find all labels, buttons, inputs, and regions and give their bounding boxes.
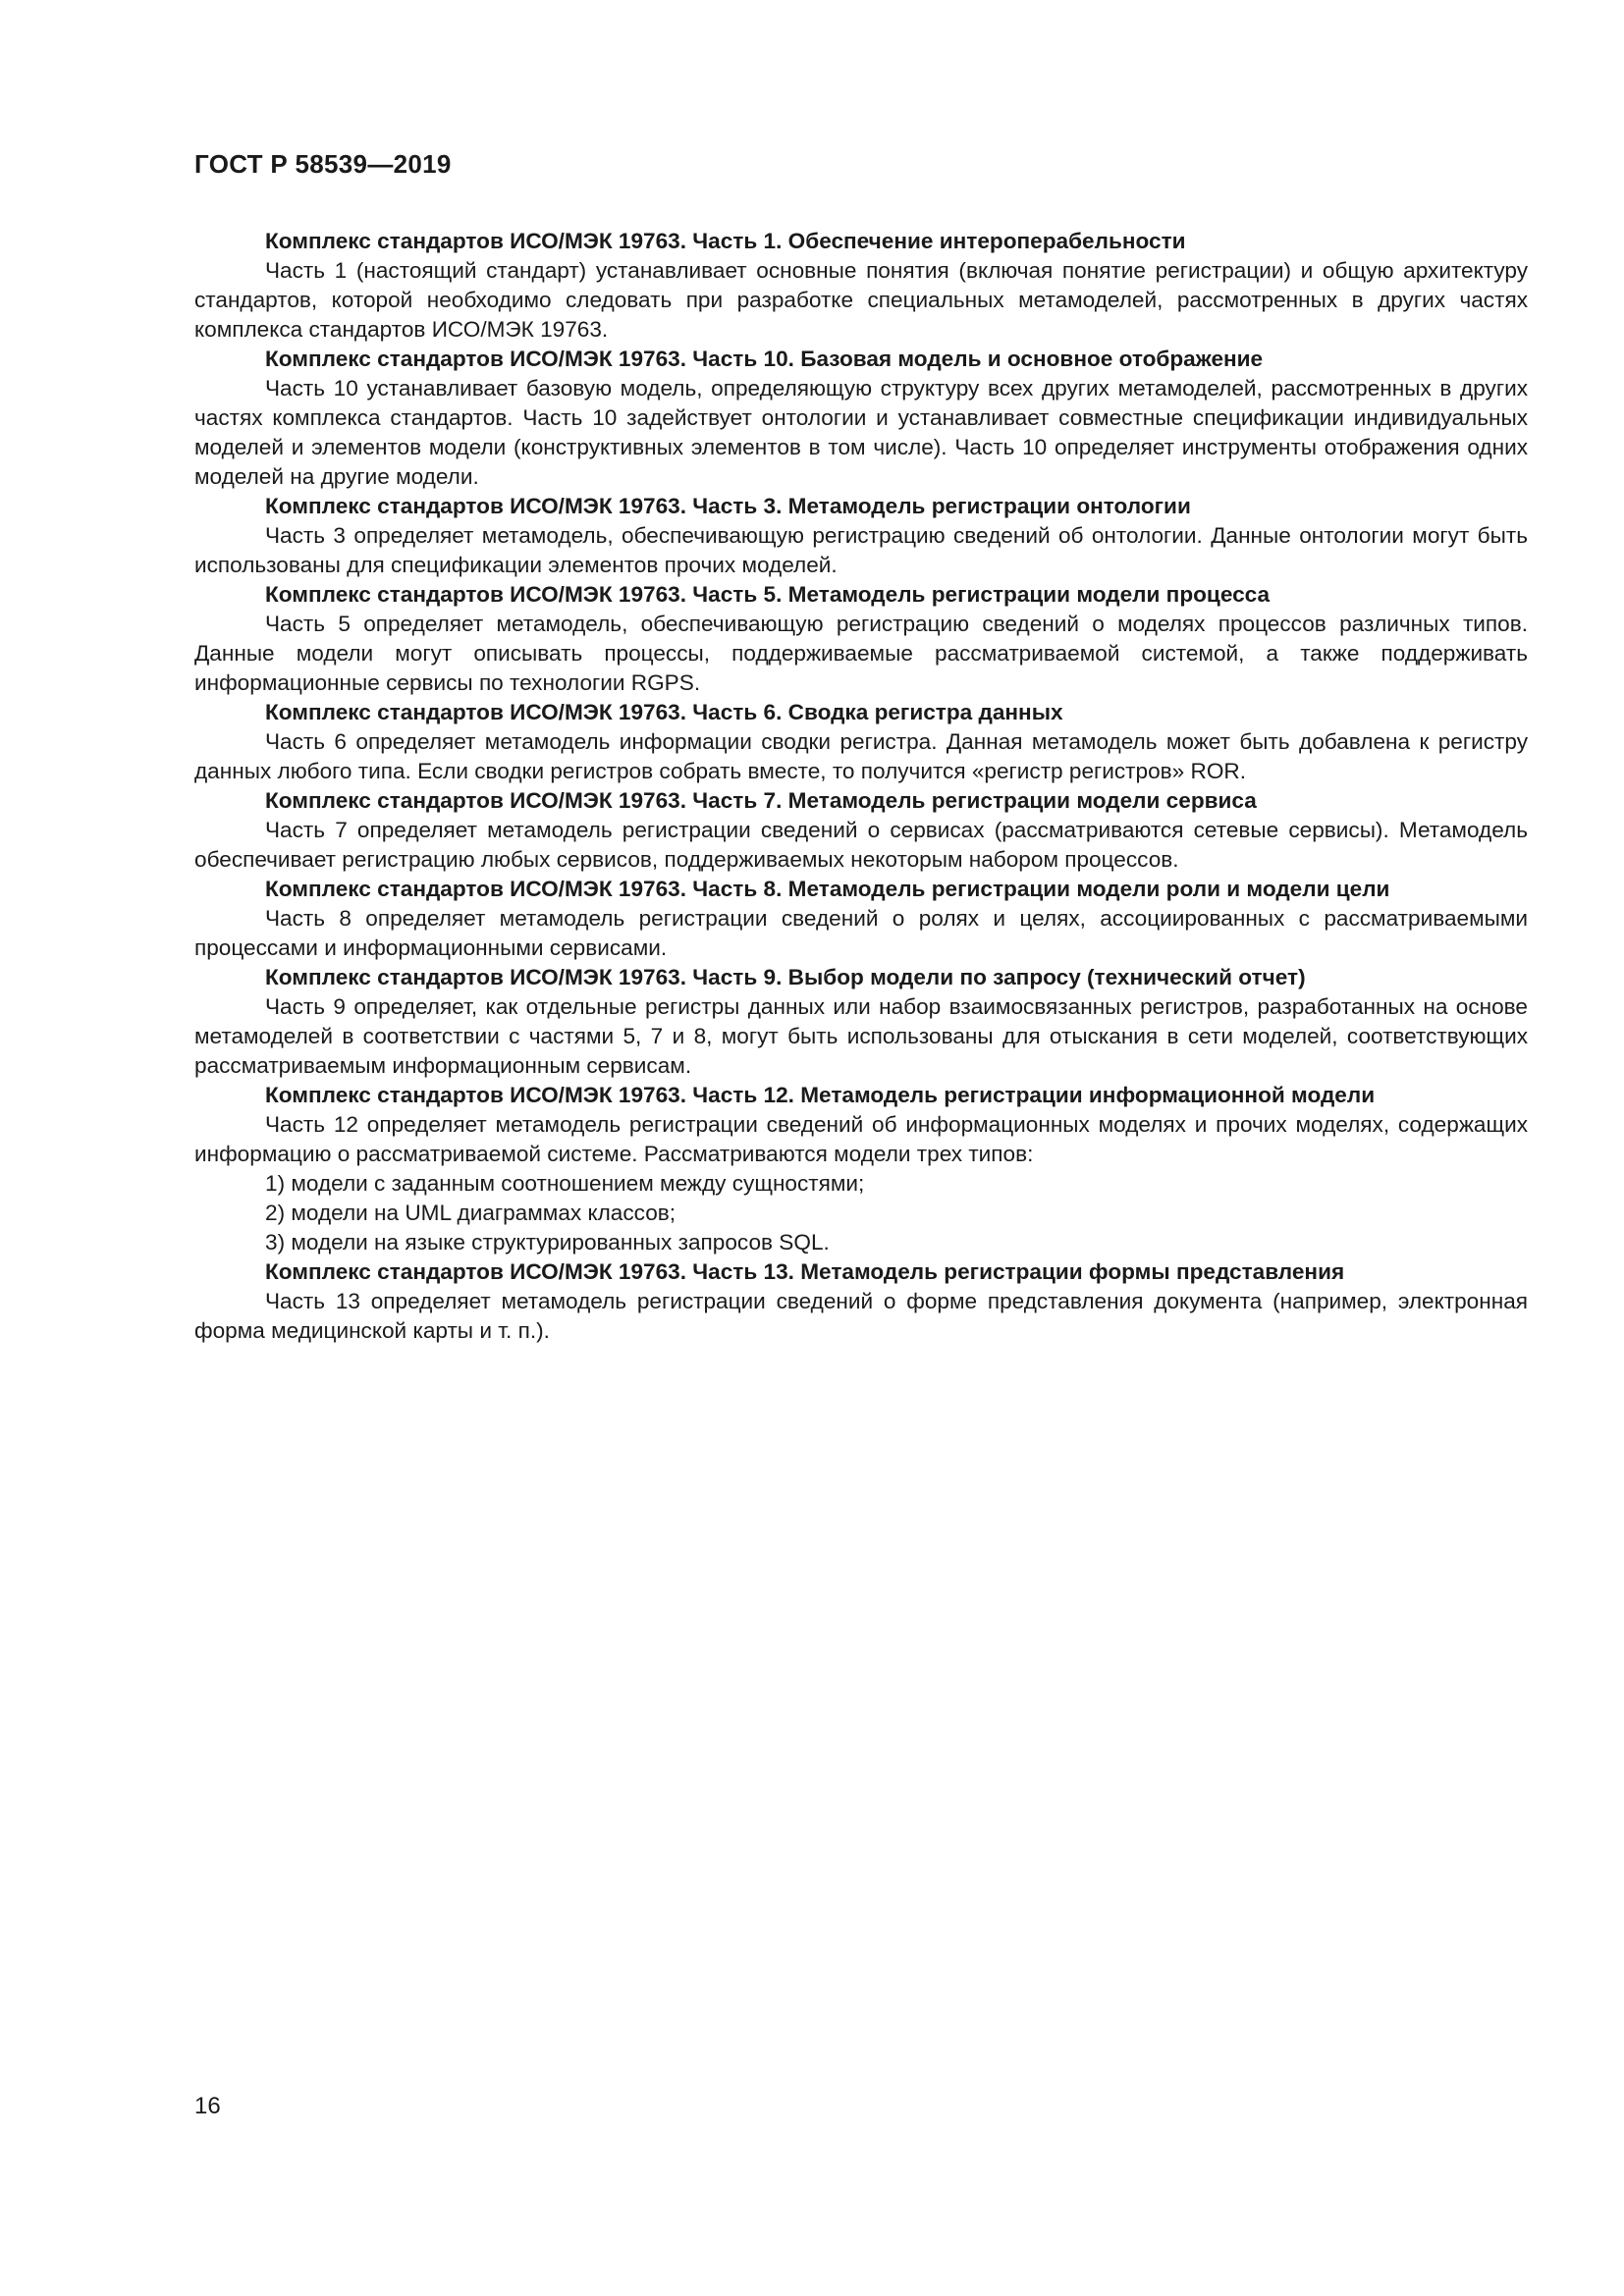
list-item: 2) модели на UML диаграммах классов; bbox=[265, 1201, 677, 1225]
section-heading: Комплекс стандартов ИСО/МЭК 19763. Часть 9. Выбор модели по запросу (технический отчет) bbox=[265, 965, 1306, 989]
section-body: Часть 13 определяет метамодель регистрации сведений о форме представления документа (например, электронная форма медицинской карты и т. п.). bbox=[194, 1289, 1528, 1343]
section-body: Часть 12 определяет метамодель регистрации сведений об информационных моделях и прочих моделях, содержащих информацию о рассматриваемой системе. Рассматриваются модели трех типов: bbox=[194, 1112, 1528, 1166]
section-body: Часть 9 определяет, как отдельные регистры данных или набор взаимосвязанных регистров, разработанных на основе метамоделей в соответствии с частями 5, 7 и 8, могут быть использованы для отыскания в сети моделей, соответствующих рассматриваемым информационным сервисам. bbox=[194, 994, 1528, 1078]
section-body: Часть 7 определяет метамодель регистрации сведений о сервисах (рассматриваются сетевые сервисы). Метамодель обеспечивает регистрацию любых сервисов, поддерживаемых некоторым набором процессов. bbox=[194, 818, 1528, 872]
section-body: Часть 5 определяет метамодель, обеспечивающую регистрацию сведений о моделях процессов различных типов. Данные модели могут описывать процессы, поддерживаемые рассматриваемой системой, а также поддерживать информационные сервисы по технологии RGPS. bbox=[194, 612, 1528, 695]
section-heading: Комплекс стандартов ИСО/МЭК 19763. Часть 6. Сводка регистра данных bbox=[265, 700, 1063, 724]
section-body: Часть 3 определяет метамодель, обеспечивающую регистрацию сведений об онтологии. Данные онтологии могут быть использованы для спецификации элементов прочих моделей. bbox=[194, 523, 1528, 577]
section-body: Часть 10 устанавливает базовую модель, определяющую структуру всех других метамоделей, рассмотренных в других частях комплекса стандартов. Часть 10 задействует онтологии и устанавливает совместные спецификации индивидуальных моделей и элементов модели (конструктивных элементов в том числе). Часть 10 определяет инструменты отображения одних моделей на другие модели. bbox=[194, 376, 1528, 489]
section-body: Часть 1 (настоящий стандарт) устанавливает основные понятия (включая понятие регистрации) и общую архитектуру стандартов, которой необходимо следовать при разработке специальных метамоделей, рассмотренных в других частях комплекса стандартов ИСО/МЭК 19763. bbox=[194, 258, 1528, 342]
section-heading: Комплекс стандартов ИСО/МЭК 19763. Часть 1. Обеспечение интероперабельности bbox=[265, 229, 1186, 253]
section-body: Часть 8 определяет метамодель регистрации сведений о ролях и целях, ассоциированных с рассматриваемыми процессами и информационными сервисами. bbox=[194, 906, 1528, 960]
section-body: Часть 6 определяет метамодель информации сводки регистра. Данная метамодель может быть добавлена к регистру данных любого типа. Если сводки регистров собрать вместе, то получится «регистр регистров» ROR. bbox=[194, 729, 1528, 783]
section-heading: Комплекс стандартов ИСО/МЭК 19763. Часть 8. Метамодель регистрации модели роли и модели цели bbox=[265, 877, 1390, 901]
document-code-header: ГОСТ Р 58539—2019 bbox=[194, 149, 452, 179]
list-item: 3) модели на языке структурированных запросов SQL. bbox=[265, 1230, 830, 1255]
section-heading: Комплекс стандартов ИСО/МЭК 19763. Часть 13. Метамодель регистрации формы представления bbox=[265, 1259, 1345, 1284]
section-heading: Комплекс стандартов ИСО/МЭК 19763. Часть 7. Метамодель регистрации модели сервиса bbox=[265, 788, 1257, 813]
section-heading: Комплекс стандартов ИСО/МЭК 19763. Часть 5. Метамодель регистрации модели процесса bbox=[265, 582, 1271, 607]
section-heading: Комплекс стандартов ИСО/МЭК 19763. Часть 12. Метамодель регистрации информационной модели bbox=[265, 1083, 1376, 1107]
list-item: 1) модели с заданным соотношением между сущностями; bbox=[265, 1171, 865, 1196]
page-number: 16 bbox=[194, 2093, 221, 2119]
section-heading: Комплекс стандартов ИСО/МЭК 19763. Часть 3. Метамодель регистрации онтологии bbox=[265, 494, 1191, 518]
section-heading: Комплекс стандартов ИСО/МЭК 19763. Часть 10. Базовая модель и основное отображение bbox=[265, 347, 1264, 371]
document-body bbox=[194, 227, 1528, 1346]
